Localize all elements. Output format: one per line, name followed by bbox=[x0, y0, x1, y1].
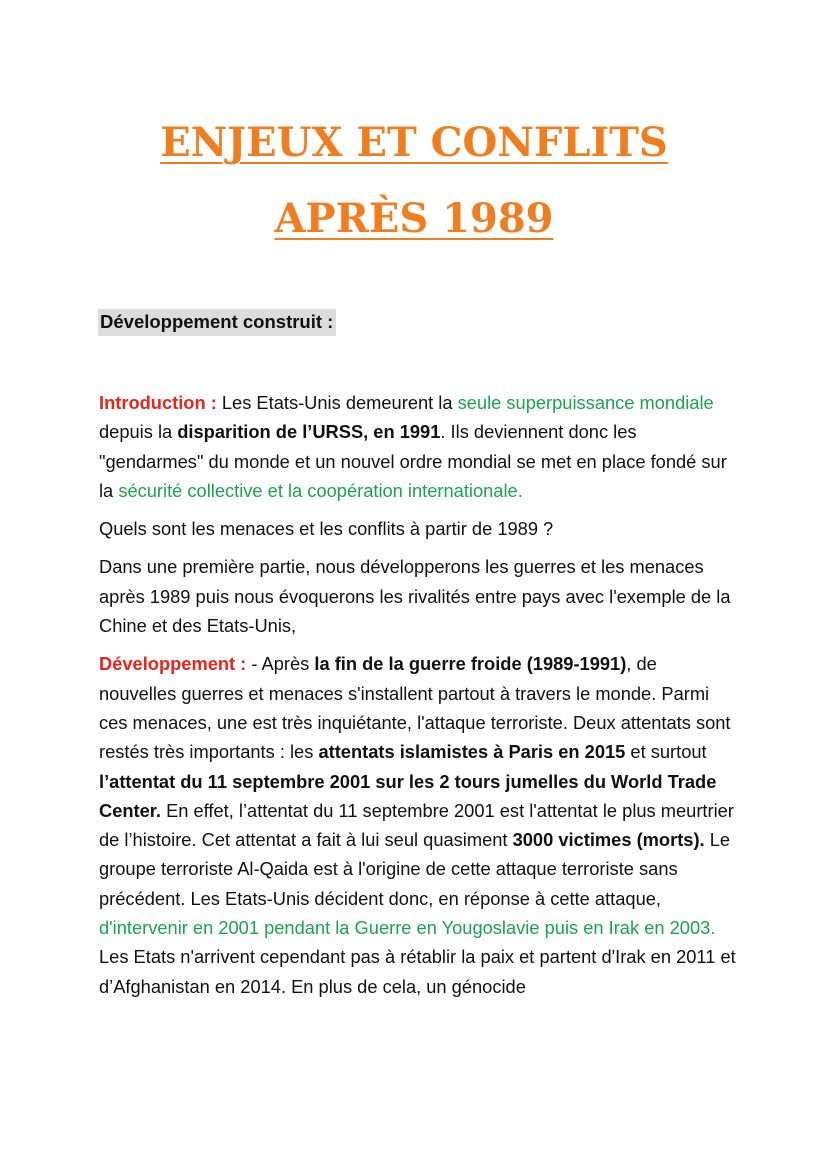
dev-text-5: Le groupe terroriste Al-Qaida est à l'origine de cette attaque terroriste sans précédent. Les Etats-Unis décident donc, en réponse à cette attaque, bbox=[99, 829, 731, 909]
title-line-1: ENJEUX ET CONFLITS bbox=[160, 119, 668, 166]
section-heading: Développement construit : bbox=[98, 309, 336, 336]
introduction-paragraph bbox=[99, 388, 739, 505]
dev-bold-4: 3000 victimes (morts). bbox=[512, 829, 705, 851]
dev-text-1: - Après bbox=[246, 653, 315, 675]
intro-text-2: depuis la bbox=[99, 421, 178, 443]
dev-bold-2: attentats islamistes à Paris en 2015 bbox=[318, 741, 626, 763]
plan-paragraph: Dans une première partie, nous développerons les guerres et les menaces après 1989 puis nous évoquerons les rivalités entre pays avec l'exemple de la Chine et des Etats-Unis, bbox=[99, 556, 731, 637]
intro-bold-1: disparition de l’URSS, en 1991 bbox=[177, 421, 441, 443]
title-line-2: APRÈS 1989 bbox=[274, 195, 554, 242]
dev-text-3: et surtout bbox=[625, 741, 707, 763]
dev-text-4: En effet, l’attentat du 11 septembre 2001 est l'attentat le plus meurtrier de l’histoire. Cet attentat a fait à lui seul quasiment bbox=[99, 799, 734, 851]
intro-highlight-1: seule superpuissance mondiale bbox=[457, 392, 714, 413]
development-paragraph bbox=[99, 649, 739, 1001]
intro-highlight-2: sécurité collective et la coopération internationale. bbox=[118, 479, 523, 501]
introduction-label: Introduction : bbox=[99, 392, 217, 413]
dev-bold-3: l’attentat du 11 septembre 2001 sur les 2 tours jumelles du World Trade Center. bbox=[99, 770, 717, 821]
dev-text-2: , de nouvelles guerres et menaces s'installent partout à travers le monde. Parmi ces menaces, une est très inquiétante, l'attaque terroriste. Deux attentats sont restés très importants : les bbox=[99, 653, 731, 763]
problem-question: Quels sont les menaces et les conflits à partir de 1989 ? bbox=[99, 518, 554, 540]
document-body bbox=[99, 388, 739, 1010]
dev-text-6: Les Etats n'arrivent cependant pas à rétablir la paix et partent d'Irak en 2011 et d’Afghanistan en 2014. En plus de cela, un génocide bbox=[99, 946, 736, 997]
dev-highlight-1: d'intervenir en 2001 pendant la Guerre en Yougoslavie puis en Irak en 2003. bbox=[99, 917, 716, 939]
dev-bold-1: la fin de la guerre froide (1989-1991) bbox=[314, 653, 627, 675]
intro-text-3: . Ils deviennent donc les "gendarmes" du monde et un nouvel ordre mondial se met en place fondé sur la bbox=[99, 421, 727, 501]
document-title bbox=[0, 105, 828, 257]
development-label: Développement : bbox=[99, 653, 247, 675]
intro-text-1: Les Etats-Unis demeurent la bbox=[216, 392, 458, 413]
